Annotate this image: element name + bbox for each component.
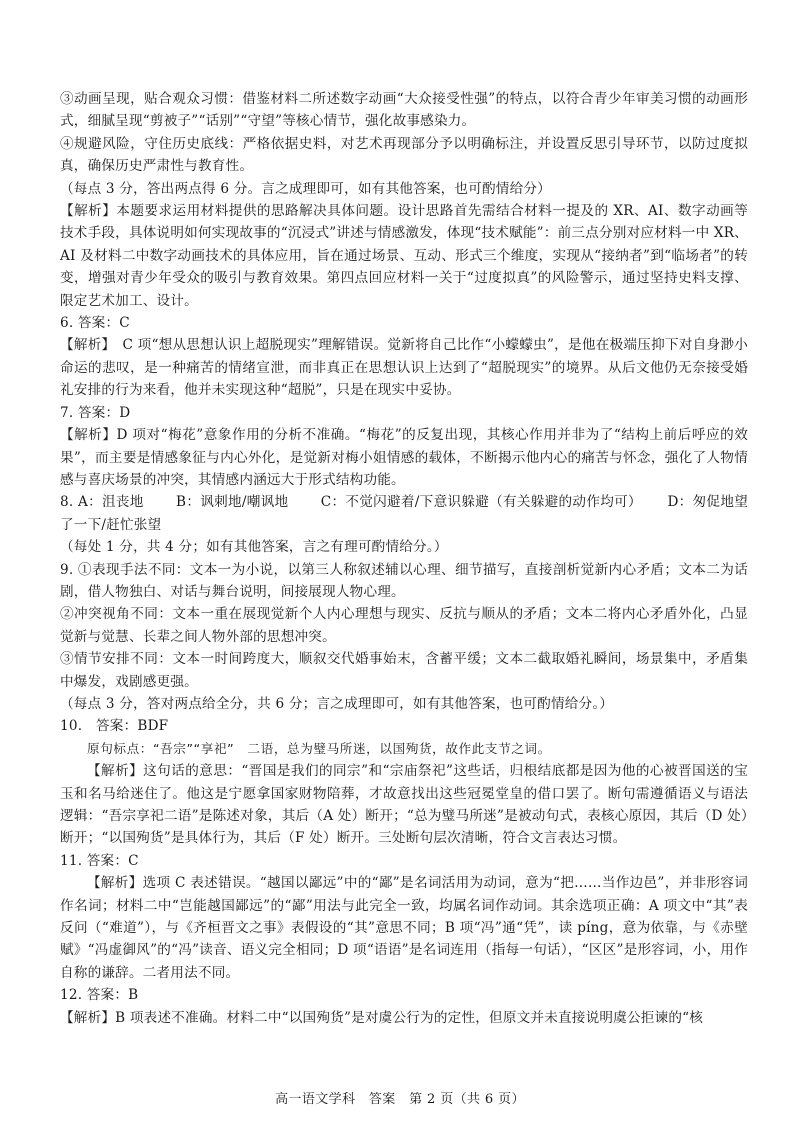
answer-paragraph: ③情节安排不同：文本一时间跨度大，顺叙交代婚事始末，含蓄平缓；文本二截取婚礼瞬间，场景集中，矛盾集中爆发，戏剧感更强。	[60, 651, 748, 690]
answer-key-line: 11. 答案：C	[60, 852, 139, 869]
answer-paragraph: 8. A：沮丧地 B：讽刺地/嘲讽地 C：不觉闪避着/下意识躲避（有关躲避的动作均可） D：匆促地望了一下/赶忙张望	[60, 494, 748, 533]
scoring-note: （每处 1 分，共 4 分；如有其他答案，言之有理可酌情给分。）	[60, 539, 448, 556]
analysis-paragraph: 【解析】 C 项“想从思想认识上超脱现实”理解错误。觉新将自己比作“小蠓蠓虫”，是他在极端压抑下对自身渺小命运的悲叹，是一种痛苦的情绪宣泄，而非真正在思想认识上达到了“超脱现实”的境界。从后文他仍无奈接受婚礼安排的行为来看，他并未实现这种“超脱”，只是在现实中妥协。	[60, 337, 748, 399]
analysis-paragraph: 【解析】D 项对“梅花”意象作用的分析不准确。“梅花”的反复出现，其核心作用并非为了“结构上前后呼应的效果”，而主要是情感象征与内心外化，是觉新对梅小姐情感的载体，不断揭示他内心的痛苦与怀念，强化了人物情感与喜庆场景的冲突，其情感内涵远大于形式结构功能。	[60, 427, 748, 488]
answer-key-line: 10. 答案：BDF	[60, 718, 169, 735]
answer-paragraph: ③动画呈现，贴合观众习惯：借鉴材料二所述数字动画“大众接受性强”的特点，以符合青少年审美习惯的动画形式，细腻呈现“剪被子”“话别”“守望”等核心情节，强化故事感染力。	[60, 91, 748, 130]
answer-key-line: 12. 答案：B	[60, 987, 139, 1004]
analysis-paragraph: 【解析】选项 C 表述错误。“越国以鄙远”中的“鄙”是名词活用为动词，意为“把……当作边邑”，并非形容词作名词；材料二中“岂能越国鄙远”的“鄙”用法与此完全一致，均属名词作动词。其余选项正确：A 项文中“其”表反问（“难道”），与《齐桓晋文之事》表假设的“其”意思不同；B 项“冯”通“凭”，读 píng，意为依靠，与《赤壁赋》“冯虚御风”的“冯”读音、语义完全相同；D 项“语语”是名词连用（指每一句话），“区区”是形容词，小，用作自称的谦辞。二者用法不同。	[60, 875, 748, 981]
analysis-paragraph: 【解析】B 项表述不准确。材料二中“以国殉货”是对虞公行为的定性，但原文并未直接说明虞公拒谏的“核	[60, 1009, 704, 1026]
answer-paragraph: ②冲突视角不同：文本一重在展现觉新个人内心理想与现实、反抗与顺从的矛盾；文本二将内心矛盾外化，凸显觉新与觉慧、长辈之间人物外部的思想冲突。	[60, 606, 748, 645]
punctuated-original-sentence: 原句标点：“吾宗”“享祀” 二语，总为璧马所迷，以国殉货，故作此支节之词。	[87, 740, 551, 756]
scoring-note: （每点 3 分，答对两点给全分，共 6 分；言之成理即可，如有其他答案，也可酌情给分。）	[60, 695, 614, 712]
analysis-paragraph: 【解析】这句话的意思：“晋国是我们的同宗”和“宗庙祭祀”这些话，归根结底都是因为他的心被晋国送的宝玉和名马给迷住了。他这是宁愿拿国家财物陪葬，才故意找出这些冠冕堂皇的借口罢了。断句需遵循语义与语法逻辑：“吾宗享祀二语”是陈述对象，其后（A 处）断开；“总为璧马所迷”是被动句式，表核心原因，其后（D 处）断开；“以国殉货”是具体行为，其后（F 处）断开。三处断句层次清晰，符合文言表达习惯。	[60, 763, 748, 847]
answer-paragraph: ④规避风险，守住历史底线：严格依据史料，对艺术再现部分予以明确标注，并设置反思引导环节，以防过度拟真，确保历史严肃性与教育性。	[60, 135, 748, 175]
answer-paragraph: 9. ①表现手法不同：文本一为小说，以第三人称叙述辅以心理、细节描写，直接剖析觉新内心矛盾；文本二为话剧，借人物独白、对话与舞台说明，间接展现人物心理。	[60, 561, 748, 600]
answer-key-line: 6. 答案：C	[60, 315, 130, 332]
answer-key-line: 7. 答案：D	[60, 404, 131, 421]
answer-content	[60, 88, 748, 1029]
analysis-paragraph: 【解析】本题要求运用材料提供的思路解决具体问题。设计思路首先需结合材料一提及的 XR、AI、数字动画等技术手段，具体说明如何实现故事的“沉浸式”讲述与情感激发，体现“技术赋能”：前三点分别对应材料一中 XR、AI 及材料二中数字动画技术的具体应用，旨在通过场景、互动、形式三个维度，实现从“接纳者”到“临场者”的转变，增强对青少年受众的吸引与教育效果。第四点回应材料一关于“过度拟真”的风险警示，通过坚持史料支撑、限定艺术加工、设计。	[60, 203, 748, 309]
scoring-note: （每点 3 分，答出两点得 6 分。言之成理即可，如有其他答案，也可酌情给分）	[60, 180, 551, 197]
page-footer: 高一语文学科 答案 第 2 页（共 6 页）	[275, 1092, 525, 1107]
